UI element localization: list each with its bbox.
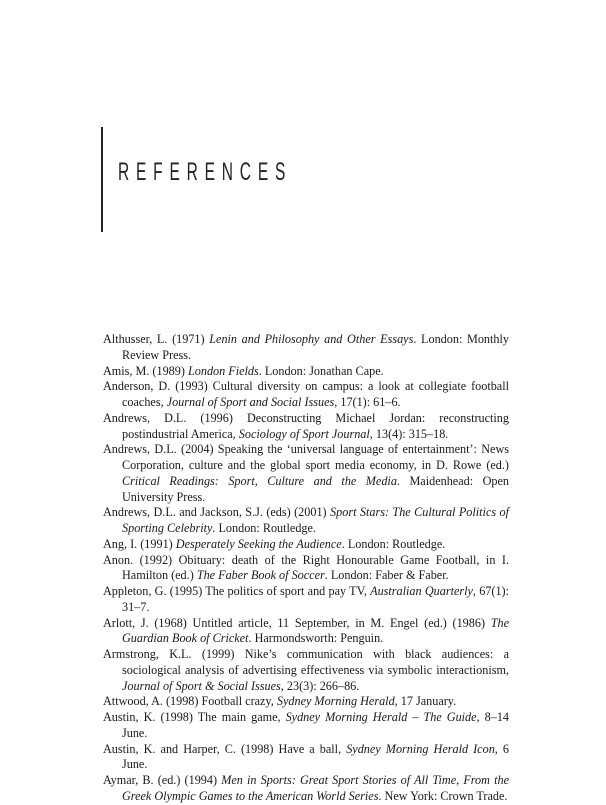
reference-text: Althusser, L. (1971) xyxy=(103,332,210,346)
reference-title: Journal of Sport & Social Issues xyxy=(122,678,281,693)
reference-entry xyxy=(103,647,509,694)
reference-title: Sociology of Sport Journal xyxy=(238,426,370,441)
reference-title: London Fields xyxy=(187,363,259,378)
reference-details: , 8–14 June. xyxy=(122,710,510,740)
reference-details: , 23(3): 266–86. xyxy=(280,678,360,693)
reference-details: , 6 June. xyxy=(122,741,510,772)
reference-title: Sydney Morning Herald – The Guide xyxy=(285,710,477,724)
reference-entry xyxy=(103,553,509,585)
reference-details: , 17(1): 61–6. xyxy=(334,395,401,409)
reference-title: Critical Readings: Sport, Culture and the Media xyxy=(122,473,397,488)
reference-text: Armstrong, K.L. (1999) Nike’s communication with black audiences: a sociological analysis of advertising effectiveness via symbolic interactionism, xyxy=(103,647,509,677)
reference-text: Appleton, G. (1995) The politics of sport and pay TV, xyxy=(103,584,371,598)
reference-details: . Harmondsworth: Penguin. xyxy=(248,631,384,646)
reference-title: Sport Stars: The Cultural Politics of Sporting Celebrity xyxy=(122,505,509,535)
reference-title: The Guardian Book of Cricket xyxy=(122,615,509,646)
reference-title: Desperately Seeking the Audience xyxy=(175,536,342,551)
reference-entry xyxy=(103,584,509,616)
reference-text: Anderson, D. (1993) Cultural diversity on campus: a look at collegiate football coaches, xyxy=(103,379,509,409)
reference-title: Sydney Morning Herald Icon xyxy=(346,741,495,756)
reference-details: . New York: Crown Trade. xyxy=(378,788,508,803)
reference-title: Lenin and Philosophy and Other Essays xyxy=(209,332,414,346)
reference-entry xyxy=(103,332,509,364)
reference-details: , 13(4): 315–18. xyxy=(369,426,449,441)
reference-details: . London: Routledge. xyxy=(341,536,446,551)
reference-text: Andrews, D.L. (1996) Deconstructing Michael Jordan: reconstructing postindustrial America, xyxy=(103,410,509,441)
reference-entry xyxy=(103,742,509,774)
reference-entry xyxy=(103,379,509,411)
reference-text: Ang, I. (1991) xyxy=(103,536,176,551)
vertical-rule xyxy=(101,127,103,232)
reference-details: . London: Monthly Review Press. xyxy=(122,332,509,362)
page-heading: REFERENCES xyxy=(118,158,293,186)
reference-details: . London: Faber & Faber. xyxy=(324,568,449,583)
reference-entry xyxy=(103,694,509,710)
reference-details: . Maidenhead: Open University Press. xyxy=(122,473,509,504)
reference-text: Austin, K. (1998) The main game, xyxy=(103,710,286,724)
reference-title: Australian Quarterly xyxy=(370,584,473,598)
reference-entry xyxy=(103,442,509,505)
reference-text: Amis, M. (1989) xyxy=(103,363,188,378)
reference-entry xyxy=(103,364,509,380)
reference-title: Men in Sports: Great Sport Stories of All Time, From the Greek Olympic Games to the American World Series xyxy=(122,773,509,803)
reference-entry xyxy=(103,411,509,443)
reference-details: . London: Routledge. xyxy=(212,521,316,535)
reference-entry xyxy=(103,505,509,537)
reference-text: Attwood, A. (1998) Football crazy, xyxy=(103,694,277,709)
reference-text: Andrews, D.L. and Jackson, S.J. (eds) (2001) xyxy=(103,505,331,520)
reference-list xyxy=(103,332,509,805)
reference-details: , 17 January. xyxy=(394,694,457,709)
reference-text: Austin, K. and Harper, C. (1998) Have a ball, xyxy=(103,741,347,756)
reference-entry xyxy=(103,616,509,648)
reference-title: Sydney Morning Herald xyxy=(276,694,395,709)
reference-entry xyxy=(103,710,509,742)
reference-title: Journal of Sport and Social Issues xyxy=(166,395,335,409)
reference-text: Anon. (1992) Obituary: death of the Right Honourable Game Football, in I. Hamilton (ed.) xyxy=(103,552,509,583)
reference-text: Arlott, J. (1968) Untitled article, 11 September, in M. Engel (ed.) (1986) xyxy=(103,615,491,630)
reference-text: Andrews, D.L. (2004) Speaking the ‘universal language of entertainment’: News Corporation, culture and the global sport media economy, in D. Rowe (ed.) xyxy=(103,442,509,472)
reference-entry xyxy=(103,537,509,553)
reference-details: , 67(1): 31–7. xyxy=(122,584,510,614)
reference-text: Aymar, B. (ed.) (1994) xyxy=(103,773,222,787)
reference-title: The Faber Book of Soccer xyxy=(196,568,325,583)
reference-details: . London: Jonathan Cape. xyxy=(258,363,384,378)
